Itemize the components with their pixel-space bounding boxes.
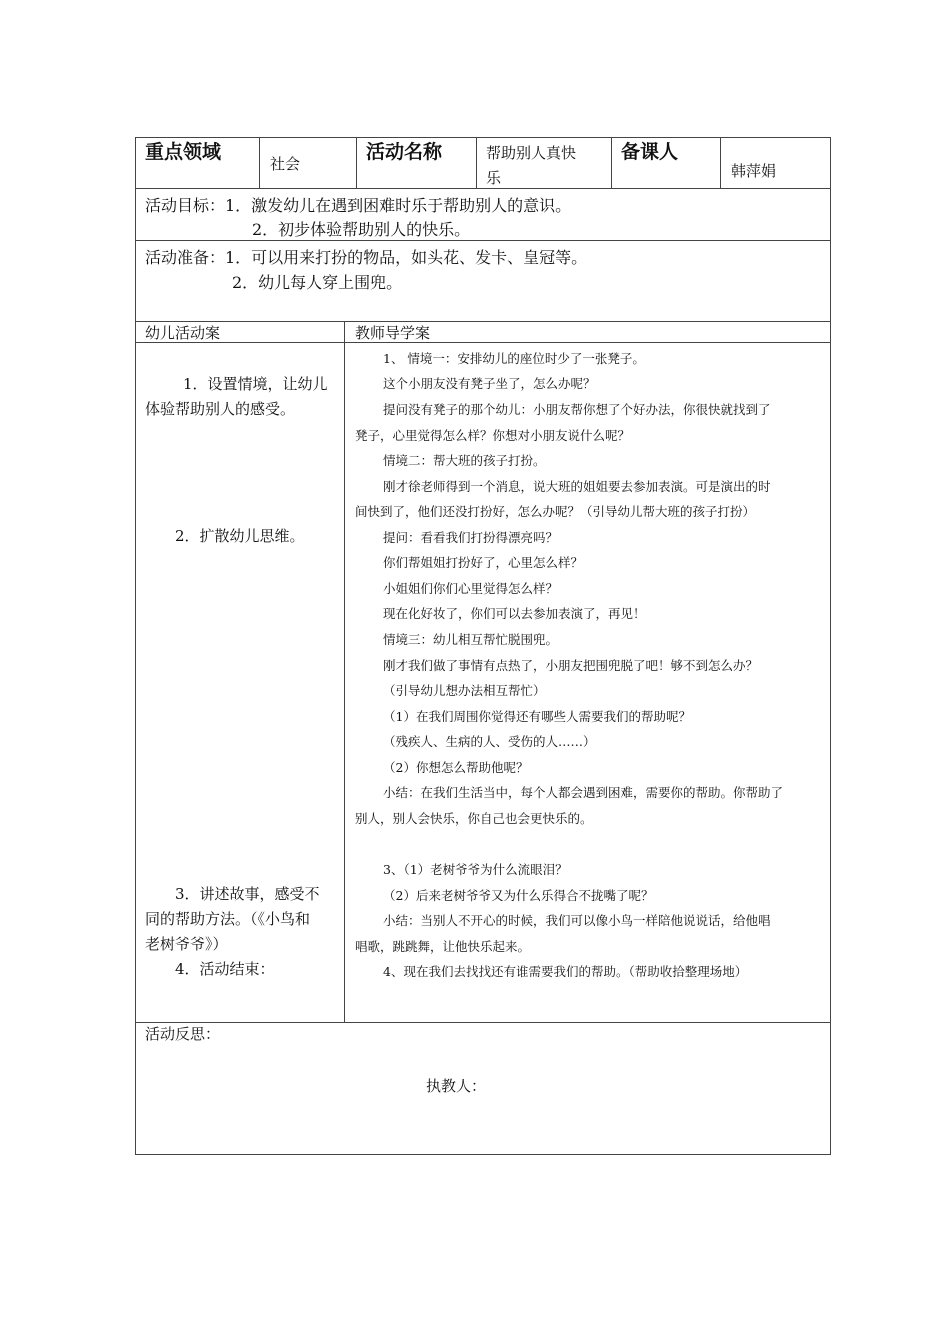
field-label: 重点领域: [145, 141, 222, 163]
row-divider: [135, 321, 831, 322]
teacher-line-3b: 凳子，心里觉得怎么样？你想对小朋友说什么呢？: [355, 428, 631, 443]
teacher-signature-label: 执教人：: [426, 1077, 487, 1095]
teacher-line-20: 4、现在我们去找找还有谁需要我们的帮助。（帮助收拾整理场地）: [383, 964, 748, 979]
col-divider: [356, 137, 357, 188]
child-step-1-line2: 体验帮助别人的感受。: [145, 400, 296, 418]
col-divider: [720, 137, 721, 188]
teacher-line-6: 提问：看看我们打扮得漂亮吗？: [383, 530, 559, 545]
row-divider: [135, 188, 831, 189]
child-step-3-line2: 同的帮助方法。（《小鸟和: [145, 910, 311, 928]
teacher-line-16a: 小结：在我们生活当中，每个人都会遇到困难，需要你的帮助。你帮助了: [383, 785, 784, 800]
teacher-column-header: 教师导学案: [355, 324, 431, 342]
field-value: 社会: [270, 155, 301, 173]
teacher-line-16b: 别人，别人会快乐，你自己也会更快乐的。: [355, 811, 593, 826]
teacher-line-9: 现在化好妆了，你们可以去参加表演了，再见！: [383, 606, 646, 621]
reflection-label: 活动反思：: [145, 1025, 221, 1043]
row-divider: [135, 240, 831, 241]
teacher-line-10: 情境三：幼儿相互帮忙脱围兜。: [383, 632, 559, 647]
teacher-line-17: 3、（1）老树爷爷为什么流眼泪？: [383, 862, 568, 877]
col-divider: [259, 137, 260, 188]
prep-line1: [145, 245, 587, 268]
child-step-3-line1: 3．讲述故事，感受不: [175, 885, 320, 903]
teacher-line-7: 你们帮姐姐打扮好了，心里怎么样？: [383, 555, 584, 570]
col-divider: [344, 321, 345, 1022]
teacher-line-8: 小姐姐们你们心里觉得怎么样？: [383, 581, 559, 596]
teacher-line-11: 刚才我们做了事情有点热了，小朋友把围兜脱了吧！够不到怎么办？: [383, 658, 759, 673]
activity-value-line1: 帮助别人真快: [486, 144, 577, 162]
goals-line1: 活动目标：1．激发幼儿在遇到困难时乐于帮助别人的意识。: [145, 196, 572, 215]
teacher-line-19a: 小结：当别人不开心的时候，我们可以像小鸟一样陪他说说话，给他唱: [383, 913, 771, 928]
child-step-4: 4．活动结束：: [175, 960, 275, 978]
row-divider: [135, 342, 831, 343]
child-step-2: 2．扩散幼儿思维。: [175, 527, 305, 545]
child-column-header: 幼儿活动案: [145, 324, 221, 342]
child-step-3-line3: 老树爷爷》）: [145, 935, 228, 953]
teacher-line-2: 这个小朋友没有凳子坐了，怎么办呢？: [383, 376, 596, 391]
teacher-line-1: 1、 情境一：安排幼儿的座位时少了一张凳子。: [383, 351, 645, 366]
activity-value-line2: 乐: [486, 169, 502, 187]
goals-line2: 2．初步体验帮助别人的快乐。: [252, 220, 471, 239]
preparer-label: 备课人: [621, 141, 679, 163]
row-divider: [135, 1022, 831, 1023]
teacher-line-3a: 提问没有凳子的那个幼儿：小朋友帮你想了个好办法，你很快就找到了: [383, 402, 771, 417]
prep-line2: 2．幼儿每人穿上围兜。: [232, 273, 403, 292]
teacher-line-4: 情境二：帮大班的孩子打扮。: [383, 453, 546, 468]
teacher-line-18: （2）后来老树爷爷又为什么乐得合不拢嘴了呢？: [383, 888, 654, 903]
activity-label: 活动名称: [366, 141, 443, 163]
col-divider: [476, 137, 477, 188]
preparer-value: 韩萍娟: [731, 162, 777, 180]
col-divider: [611, 137, 612, 188]
prep-line1-text: 活动准备：1．可以用来打扮的物品，如头花、发卡、皇冠等。: [145, 248, 588, 267]
teacher-line-5a: 刚才徐老师得到一个消息，说大班的姐姐要去参加表演。可是演出的时: [383, 479, 771, 494]
teacher-line-19b: 唱歌，跳跳舞，让他快乐起来。: [355, 939, 531, 954]
teacher-line-12: （引导幼儿想办法相互帮忙）: [383, 683, 546, 698]
teacher-line-15: （2）你想怎么帮助他呢？: [383, 760, 529, 775]
teacher-line-13: （1）在我们周围你觉得还有哪些人需要我们的帮助呢？: [383, 709, 691, 724]
teacher-line-14: （残疾人、生病的人、受伤的人……）: [383, 734, 596, 749]
child-step-1-line1: 1．设置情境，让幼儿: [183, 375, 328, 393]
teacher-line-5b: 间快到了，他们还没打扮好，怎么办呢？（引导幼儿帮大班的孩子打扮）: [355, 504, 756, 519]
